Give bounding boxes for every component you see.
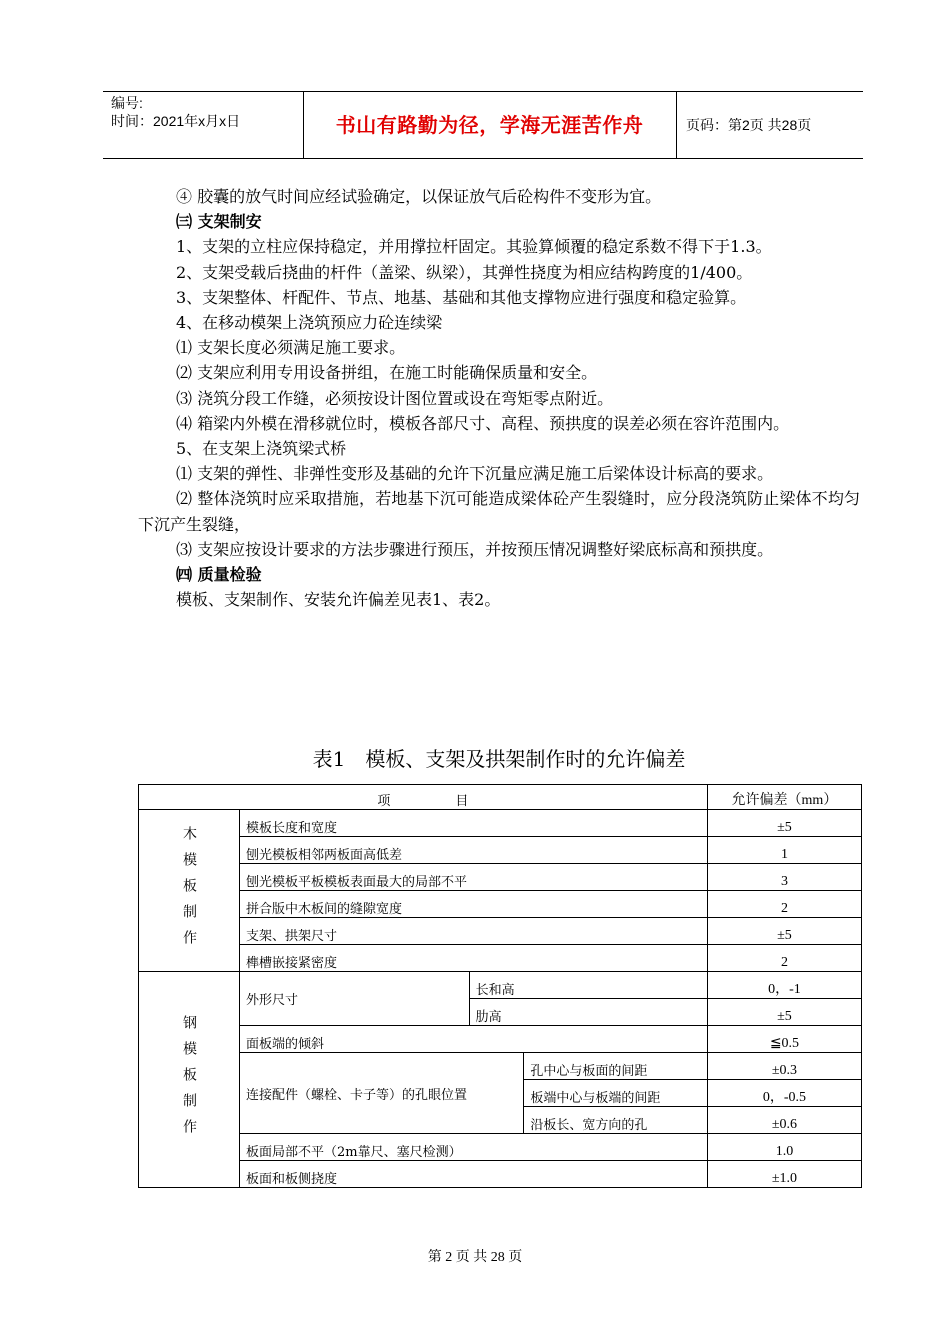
item-cell: 刨光模板相邻两板面高低差 (240, 837, 708, 864)
tolerance-cell: ±0.3 (707, 1053, 861, 1080)
header-motto: 书山有路勤为径，学海无涯苦作舟 (303, 92, 677, 158)
table-title: 表1 模板、支架及拱架制作时的允许偏差 (312, 747, 686, 771)
paragraph: ⑷ 箱梁内外模在滑移就位时，模板各部尺寸、高程、预拱度的误差必须在容许范围内。 (176, 413, 790, 433)
table-row (139, 864, 862, 891)
tolerance-cell: ±5 (707, 918, 861, 945)
table-row (139, 1053, 862, 1080)
tolerance-cell: ≦0.5 (707, 1026, 861, 1053)
paragraph: 5、在支架上浇筑梁式桥 (176, 439, 347, 459)
table-row (139, 1026, 862, 1053)
header-tolerance: 允许偏差（mm） (707, 785, 861, 810)
item-cell: 模板长度和宽度 (240, 810, 708, 837)
paragraph: ⑶ 支架应按设计要求的方法步骤进行预压，并按预压情况调整好梁底标高和预拱度。 (176, 539, 774, 559)
paragraph: 1、支架的立柱应保持稳定，并用撑拉杆固定。其验算倾覆的稳定系数不得下于1.3。 (176, 237, 772, 257)
section-heading: ㈢ 支架制安 (176, 212, 262, 232)
paragraph: ⑵ 支架应利用专用设备拼组，在施工时能确保质量和安全。 (176, 363, 598, 383)
sub-item-cell: 长和高 (469, 972, 707, 999)
tolerance-cell: ±1.0 (707, 1161, 861, 1188)
tolerance-cell: ±5 (707, 999, 861, 1026)
paragraph: 4、在移动模架上浇筑预应力砼连续梁 (176, 313, 443, 333)
item-cell: 面板端的倾斜 (240, 1026, 708, 1053)
item-cell: 板面和板侧挠度 (240, 1161, 708, 1188)
tolerance-cell: 1.0 (707, 1134, 861, 1161)
wood-group-label: 木模板制作 (139, 810, 240, 972)
table-header-row (139, 785, 862, 810)
header-item: 项 目 (139, 785, 708, 810)
table-row (139, 918, 862, 945)
paragraph: 模板、支架制作、安装允许偏差见表1、表2。 (176, 590, 501, 610)
sub-item-cell: 肋高 (469, 999, 707, 1026)
tolerance-cell: ±0.6 (707, 1107, 861, 1134)
paragraph: ⑶ 浇筑分段工作缝，必须按设计图位置或设在弯矩零点附近。 (176, 388, 614, 408)
table-row (139, 810, 862, 837)
table-row (139, 1134, 862, 1161)
header-info-cell (103, 92, 304, 158)
item-cell: 刨光模板平板模板表面最大的局部不平 (240, 864, 708, 891)
item-cell: 拼合版中木板间的缝隙宽度 (240, 891, 708, 918)
tolerance-cell: 2 (707, 945, 861, 972)
paragraph: 2、支架受载后挠曲的杆件（盖梁、纵梁），其弹性挠度为相应结构跨度的1/400。 (176, 262, 753, 282)
page-header (103, 91, 863, 159)
paragraph: ⑴ 支架长度必须满足施工要求。 (176, 338, 406, 358)
table-row (139, 891, 862, 918)
tolerance-cell: 0，-0.5 (707, 1080, 861, 1107)
item-cell: 连接配件（螺栓、卡子等）的孔眼位置 (240, 1053, 524, 1134)
table-row (139, 972, 862, 999)
page-footer: 第 2 页 共 28 页 (427, 1250, 523, 1265)
sub-item-cell: 孔中心与板面的间距 (524, 1053, 708, 1080)
steel-group-label: 钢模板制作 (139, 972, 240, 1188)
paragraph: ⑵ 整体浇筑时应采取措施，若地基下沉可能造成梁体砼产生裂缝时，应分段浇筑防止梁体不均匀下沉产生裂缝， (138, 489, 860, 534)
item-cell: 外形尺寸 (240, 972, 470, 1026)
paragraph: ⑴ 支架的弹性、非弹性变形及基础的允许下沉量应满足施工后梁体设计标高的要求。 (176, 464, 774, 484)
tolerance-table (138, 784, 862, 1188)
section-heading: ㈣ 质量检验 (176, 565, 262, 585)
tolerance-cell: 1 (707, 837, 861, 864)
table-row (139, 837, 862, 864)
item-cell: 板面局部不平（2m靠尺、塞尺检测） (240, 1134, 708, 1161)
sub-item-cell: 沿板长、宽方向的孔 (524, 1107, 708, 1134)
document-body (138, 184, 860, 612)
paragraph: ④ 胶囊的放气时间应经试验确定，以保证放气后砼构件不变形为宜。 (176, 187, 662, 206)
tolerance-cell: ±5 (707, 810, 861, 837)
table-row (139, 945, 862, 972)
header-page-code: 页码：第2页 共28页 (686, 117, 812, 133)
tolerance-cell: 2 (707, 891, 861, 918)
item-cell: 支架、拱架尺寸 (240, 918, 708, 945)
number-label: 编号: (111, 95, 143, 111)
tolerance-cell: 0，-1 (707, 972, 861, 999)
sub-item-cell: 板端中心与板端的间距 (524, 1080, 708, 1107)
item-cell: 榫槽嵌接紧密度 (240, 945, 708, 972)
paragraph: 3、支架整体、杆配件、节点、地基、基础和其他支撑物应进行强度和稳定验算。 (176, 287, 747, 307)
tolerance-cell: 3 (707, 864, 861, 891)
time-label: 时间：2021年x月x日 (111, 113, 241, 129)
table-row (139, 1161, 862, 1188)
